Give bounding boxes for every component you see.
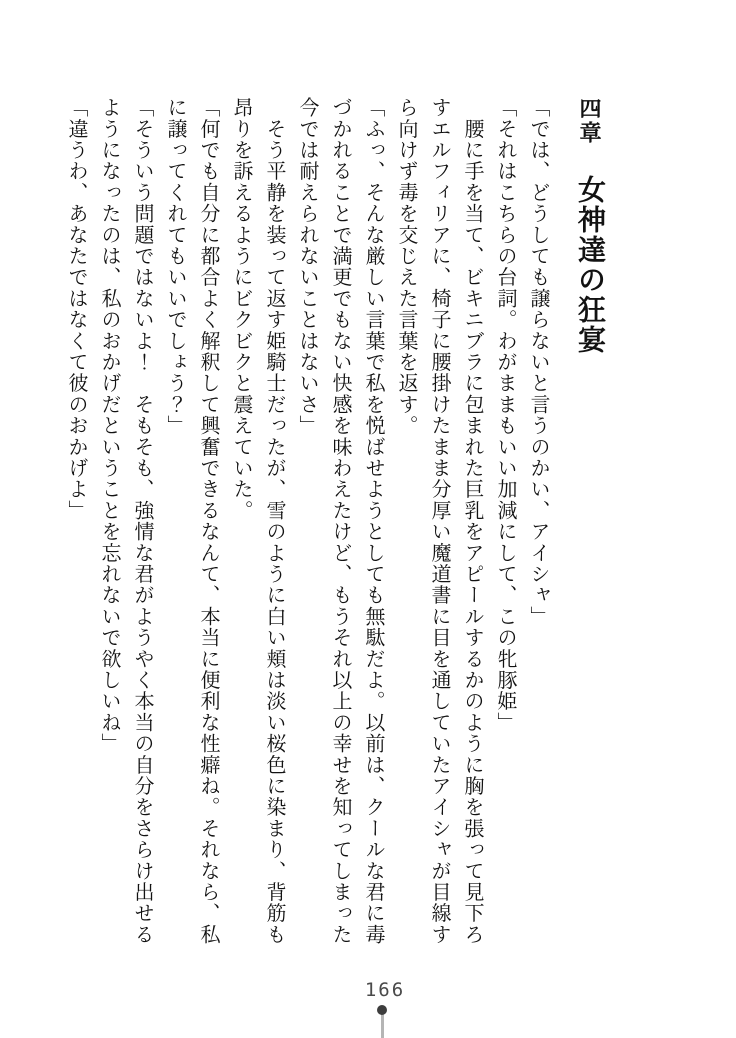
chapter-number: 四章 xyxy=(577,97,602,145)
text-line: 「違うわ、あなたではなくて彼のおかげよ」 xyxy=(65,97,87,521)
vertical-text-block xyxy=(59,97,642,955)
text-line: 「何でも自分に都合よく解釈して興奮できるなんて、本当に便利な性癖ね。それなら、私 xyxy=(197,97,219,945)
text-line: 「ふっ、そんな厳しい言葉で私を悦ばせようとしても無駄だよ。以前は、クールな君に毒 xyxy=(362,97,384,945)
text-line: に譲ってくれてもいいでしょう？」 xyxy=(164,97,186,437)
text-line: 「では、どうしても譲らないと言うのかい、アイシャ」 xyxy=(527,97,549,627)
text-line: 「それはこちらの台詞。わがままもいい加減にして、この牝豚姫」 xyxy=(494,97,516,733)
text-line: ら向けず毒を交じえた言葉を返す。 xyxy=(395,97,417,437)
text-line: ようになったのは、私のおかげだということを忘れないで欲しいね」 xyxy=(98,97,120,755)
chapter-title: 女神達の狂宴 xyxy=(574,175,605,355)
text-line: すエルフィリアに、椅子に腰掛けたまま分厚い魔道書に目を通していたアイシャが目線す xyxy=(428,97,450,945)
title-spacer xyxy=(588,145,590,175)
text-line: 「そういう問題ではないよ！ そもそも、強情な君がようやく本当の自分をさらけ出せる xyxy=(131,97,153,945)
scrubber-dot-handle[interactable] xyxy=(377,1005,387,1015)
chapter-heading xyxy=(566,97,612,955)
text-line: そう平静を装って返す姫騎士だったが、雪のように白い頬は淡い桜色に染まり、背筋も xyxy=(263,97,285,946)
text-line: 昂りを訴えるようにビクビクと震えていた。 xyxy=(230,97,252,521)
marker-stem xyxy=(381,1014,384,1038)
text-line: づかれることで満更でもない快感を味わえたけど、もうそれ以上の幸せを知ってしまった xyxy=(329,97,351,945)
text-line: 今では耐えられないことはないさ」 xyxy=(296,97,318,437)
page-number: 166 xyxy=(364,979,406,1001)
text-line: 腰に手を当て、ビキニブラに包まれた巨乳をアピールするかのように胸を張って見下ろ xyxy=(461,97,483,945)
